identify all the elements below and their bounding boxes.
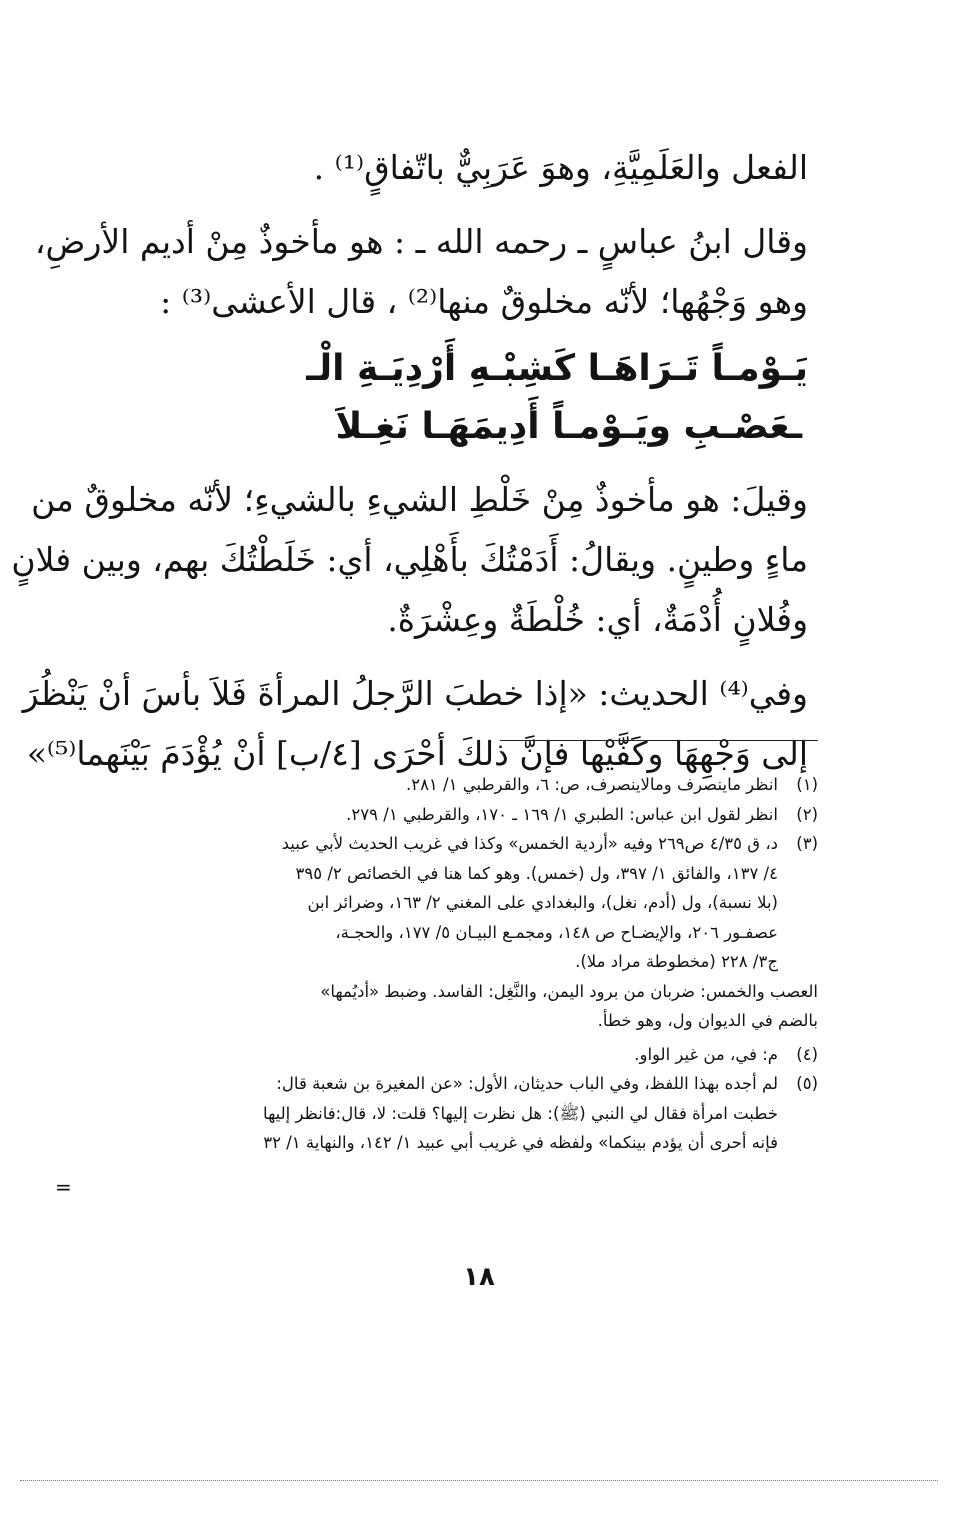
text-line: وفي⁽⁴⁾ الحديث: «إذا خطبَ الرَّجلُ المرأةَ فَلاَ بأسَ أنْ يَنْظُرَ [22,674,808,713]
footnote-3-note [100,977,818,1036]
footnote-line: فإنه أحرى أن يؤدم بينكما» ولفظه في غريب أبي عبيد ١/ ١٤٢، والنهاية ١/ ٣٢ [263,1133,778,1152]
footnote-line: انظر ماينصرف ومالاينصرف، ص: ٦، والقرطبي ١/ ٢٨١. [405,775,778,794]
footnote-2 [100,800,818,830]
footnote-1 [100,770,818,800]
footnote-line: ج٣/ ٢٢٨ (مخطوطة مراد ملا). [575,952,778,971]
verse-line-first-hemistich: يَـوْمـاً تَـرَاهَـا كَشِبْـهِ أَرْدِيَـةِ الْـ [306,348,808,389]
footnote-number: (٤) [796,1044,818,1064]
page-number: ١٨ [463,1262,495,1292]
text-line: وفُلانٍ أُدْمَةٌ، أي: خُلْطَةٌ وعِشْرَةٌ. [387,600,808,639]
verse-line-second-hemistich: ـعَصْـبِ ويَـوْمـاً أَدِيمَهَـا نَغِـلاَ [335,406,802,447]
text-line: وقال ابنُ عباسٍ ـ رحمه الله ـ : هو مأخوذٌ مِنْ أديم الأرضِ، [34,222,808,261]
footnote-number: (١) [796,775,818,794]
footnote-divider [500,740,818,741]
continuation-mark: = [55,1175,72,1199]
text-line: وقيلَ: هو مأخوذٌ مِنْ خَلْطِ الشيءِ بالشيءِ؛ لأنّه مخلوقٌ من [31,480,808,519]
footnote-number: (٥) [796,1074,818,1093]
footnote-line: د، ق ٤/٣٥ ص٢٦٩ وفيه «أردية الخمس» وكذا في غريب الحديث لأبي عبيد [281,834,778,853]
text-line: وهو وَجْهُها؛ لأنّه مخلوقٌ منها⁽²⁾ ، قال الأعشى⁽³⁾ : [160,282,808,321]
footnote-line: لم أجده بهذا اللفظ، وفي الباب حديثان، الأول: «عن المغيرة بن شعبة قال: [276,1074,778,1093]
footnote-3 [100,829,818,977]
text-line: ماءٍ وطينٍ. ويقالُ: أَدَمْتُكَ بأَهْلِي، أي: خَلَطْتُكَ بهم، وبين فلانٍ [11,540,808,579]
footnote-5 [100,1069,818,1158]
text-line: الفعل والعَلَمِيَّةِ، وهوَ عَرَبِيٌّ باتّفاقٍ⁽¹⁾ . [313,148,808,187]
footnote-line: عصفـور ٢٠٦، والإيضـاح ص ١٤٨، ومجمـع البيـان ٥/ ١٧٧، والحجـة، [335,922,778,942]
footnote-line: انظر لقول ابن عباس: الطبري ١/ ١٦٩ ـ ١٧٠، والقرطبي ١/ ٢٧٩. [346,804,778,824]
footnote-line: ٤/ ١٣٧، والفائق ١/ ٣٩٧، ول (خمس). وهو كما هنا في الخصائص ٢/ ٣٩٥ [295,863,778,883]
footnote-number: (٣) [796,834,818,853]
footnote-line: م: في، من غير الواو. [634,1044,778,1064]
footnote-number: (٢) [796,804,818,824]
footnotes-block [100,770,818,1158]
footnote-line: العصب والخمس: ضربان من برود اليمن، والنَّغِل: الفاسد. وضبط «أديُمها» [320,981,818,1001]
scan-edge-line [20,1480,938,1481]
footnote-line: (بلا نسبة)، ول (أدم، نغل)، والبغدادي على المغني ٢/ ١٦٣، وضرائر ابن [307,893,778,912]
text-line: إلى وَجْهِهَا وكَفَّيْها فإنَّ ذلكَ أحْرَى [٤/ب] أنْ يُؤْدَمَ بَيْنَهما⁽⁵⁾» [26,734,808,773]
footnote-4 [100,1040,818,1070]
footnote-line: خطبت امرأة فقال لي النبي (ﷺ): هل نظرت إليها؟ قلت: لا، قال:فانظر إليها [263,1103,778,1123]
footnote-line: بالضم في الديوان ول، وهو خطأ. [597,1011,818,1030]
main-text-block [11,138,808,784]
